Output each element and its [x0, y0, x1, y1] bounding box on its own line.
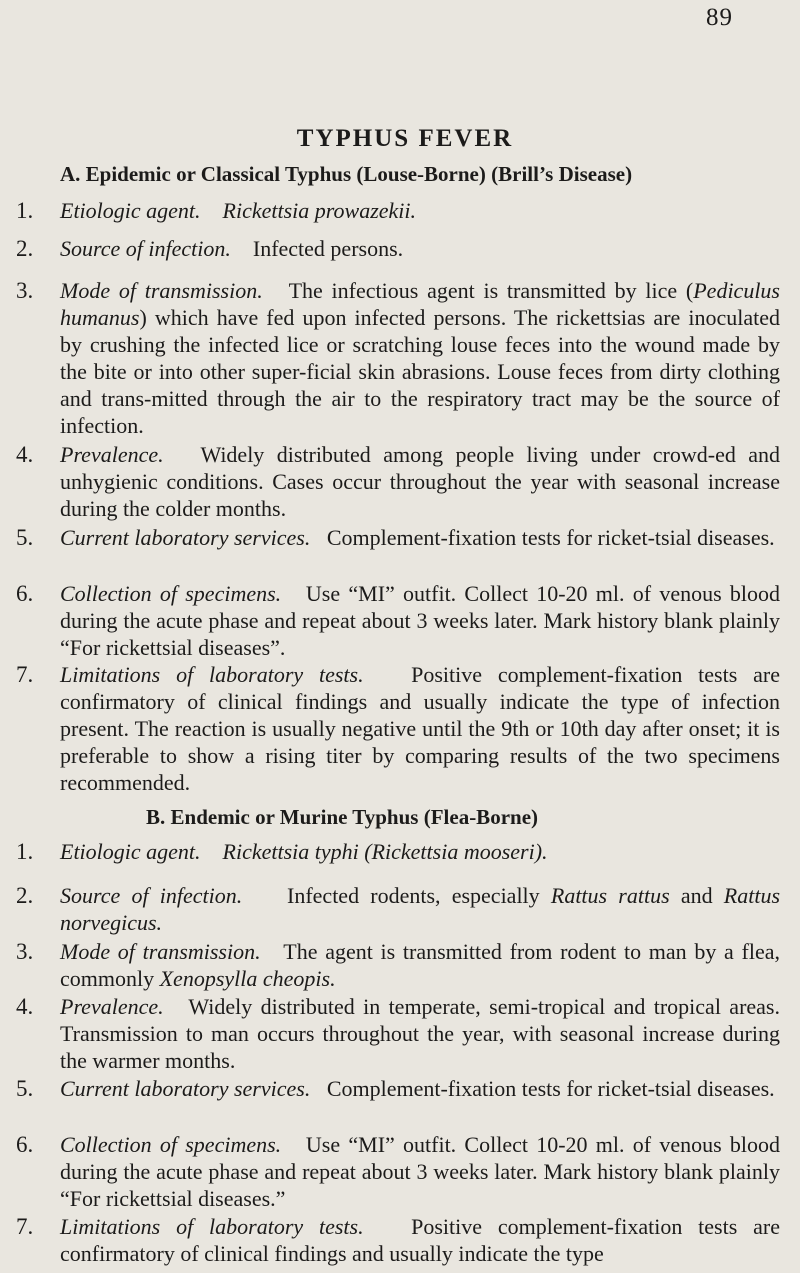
item-number: 1. — [16, 198, 34, 223]
item-text: Positive complement-fixation tests are confirmatory of clinical findings and usually indicate the type of infection present. The reaction is usually negative until the 9th or 10th day after onset; it is preferable to show a rising titer by comparing results of the two specimens recommended. — [60, 662, 780, 795]
item-text-after: and — [669, 883, 724, 908]
item-label: Etiologic agent. — [60, 839, 201, 864]
item-number: 3. — [16, 939, 34, 964]
item-number: 2. — [16, 236, 34, 261]
section-b-item-4 — [0, 993, 780, 1074]
item-number: 5. — [16, 1076, 34, 1101]
item-text: Infected persons. — [252, 236, 404, 261]
item-number: 6. — [16, 1132, 34, 1157]
item-number: 1. — [16, 839, 34, 864]
item-label: Limitations of laboratory tests. — [60, 662, 364, 687]
item-label: Current laboratory services. — [60, 525, 311, 550]
item-text: Use “MI” outfit. Collect 10-20 ml. of venous blood during the acute phase and repeat about 3 weeks later. Mark history blank plainly “For rickettsial diseases.” — [60, 1132, 780, 1211]
section-a-item-1 — [0, 197, 780, 224]
item-number: 5. — [16, 525, 34, 550]
item-italic-2: Rattus norvegicus. — [60, 883, 781, 935]
item-label: Source of infection. — [60, 883, 243, 908]
section-a-item-7 — [0, 661, 780, 796]
section-b-item-5 — [0, 1075, 780, 1102]
section-b-item-7 — [0, 1213, 780, 1267]
section-b-item-6 — [0, 1131, 780, 1212]
item-label: Etiologic agent. — [60, 198, 201, 223]
item-text: Complement-fixation tests for ricket-tsial diseases. — [326, 1076, 775, 1101]
item-label: Collection of specimens. — [60, 581, 282, 606]
item-text: Use “MI” outfit. Collect 10-20 ml. of venous blood during the acute phase and repeat about 3 weeks later. Mark history blank plainly “For rickettsial diseases”. — [60, 581, 780, 660]
item-text: Positive complement-fixation tests are confirmatory of clinical findings and usually indicate the type — [60, 1214, 780, 1266]
page-title: TYPHUS FEVER — [296, 125, 514, 152]
item-italic: Rickettsia typhi (Rickettsia mooseri). — [222, 839, 548, 864]
item-text-after: ) which have fed upon infected persons. The rickettsias are inoculated by crushing the infected lice or scratching louse feces into the wound made by the bite or into other super-ficial skin abrasions. Louse feces from dirty clothing and trans-mitted through the air to the respiratory tract may be the source of infection. — [60, 305, 780, 438]
item-number: 7. — [16, 1214, 34, 1239]
item-text: Infected rodents, especially — [287, 883, 551, 908]
item-number: 4. — [16, 442, 34, 467]
item-italic: Rattus rattus — [550, 883, 670, 908]
item-italic: Xenopsylla cheopis. — [159, 966, 336, 991]
item-italic: Rickettsia prowazekii. — [222, 198, 417, 223]
item-text: The infectious agent is transmitted by lice ( — [288, 278, 694, 303]
section-b-heading: B. Endemic or Murine Typhus (Flea-Borne) — [146, 805, 539, 829]
item-label: Mode of transmission. — [60, 939, 261, 964]
section-b-item-2 — [0, 882, 780, 936]
item-label: Source of infection. — [60, 236, 231, 261]
page-number: 89 — [706, 4, 733, 31]
item-label: Collection of specimens. — [60, 1132, 282, 1157]
item-label: Prevalence. — [60, 442, 164, 467]
item-text: Complement-fixation tests for ricket-tsial diseases. — [326, 525, 775, 550]
section-a-item-2 — [0, 235, 780, 262]
section-a-item-4 — [0, 441, 780, 522]
item-number: 7. — [16, 662, 34, 687]
item-number: 6. — [16, 581, 34, 606]
section-a-item-5 — [0, 524, 780, 551]
item-text: Widely distributed among people living under crowd-ed and unhygienic conditions. Cases occur throughout the year with seasonal increase during the colder months. — [60, 442, 780, 521]
section-b-item-1 — [0, 838, 780, 865]
item-label: Prevalence. — [60, 994, 164, 1019]
item-number: 3. — [16, 278, 34, 303]
section-b-item-3 — [0, 938, 780, 992]
item-text: The agent is transmitted from rodent to man by a flea, commonly — [60, 939, 780, 991]
item-italic: Pediculus humanus — [60, 278, 780, 330]
item-label: Limitations of laboratory tests. — [60, 1214, 364, 1239]
item-number: 4. — [16, 994, 34, 1019]
section-a-heading: A. Epidemic or Classical Typhus (Louse-Borne) (Brill’s Disease) — [60, 162, 633, 186]
section-a-item-6 — [0, 580, 780, 661]
section-a-item-3 — [0, 277, 780, 439]
item-number: 2. — [16, 883, 34, 908]
item-text: Widely distributed in temperate, semi-tropical and tropical areas. Transmission to man occurs throughout the year, with seasonal increase during the warmer months. — [60, 994, 780, 1073]
item-label: Mode of transmission. — [60, 278, 263, 303]
item-label: Current laboratory services. — [60, 1076, 311, 1101]
